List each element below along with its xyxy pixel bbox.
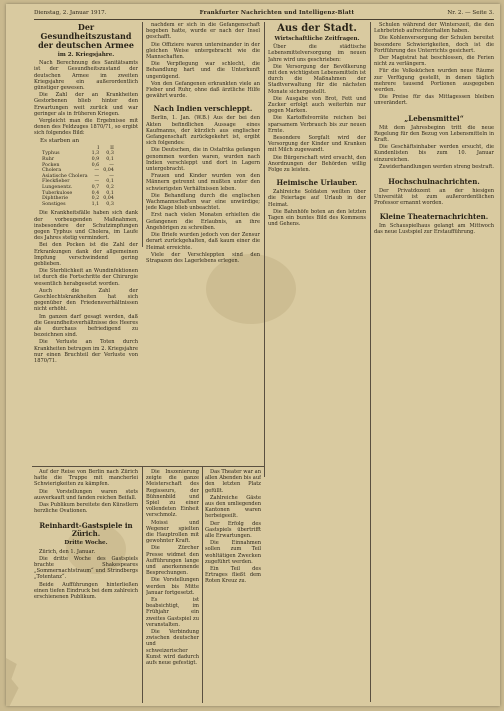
- article-reinhardt-zurich: [34, 469, 138, 703]
- table-cell: 0,3: [106, 201, 114, 207]
- paragraph: Die Ausgabe von Brot, Fett und Zucker erfolgt auch weiterhin nur gegen Marken.: [268, 95, 366, 115]
- paragraph: Frauen und Kinder wurden von den Männern getrennt und mußten unter den schwierigsten Verhältnissen leben.: [146, 173, 260, 192]
- paragraph: Der Magistrat hat beschlossen, die Ferien nicht zu verlängern.: [374, 55, 494, 68]
- paragraph: Die Bahnhöfe boten an den letzten Tagen ein buntes Bild des Kommens und Gehens.: [268, 208, 366, 228]
- paragraph: Moissi und Wegener spielten die Hauptrollen mit gewohnter Kraft.: [146, 519, 199, 545]
- torn-corner: [6, 646, 24, 706]
- table-row: [40, 202, 116, 208]
- paragraph: Ein Teil des Ertrages fließt dem Roten Kreuz zu.: [205, 566, 261, 585]
- paragraph: nachdem er sich in die Gefangenschaft begeben hatte, wurde er nach der Insel geschafft.: [146, 22, 260, 41]
- statistics-table: [40, 146, 116, 208]
- subheadline: im 2. Kriegsjahre.: [57, 52, 115, 58]
- header-masthead: Frankfurter Nachrichten und Intelligenz-Blatt: [199, 10, 355, 16]
- table-cell: 0,04: [103, 168, 114, 174]
- page-header: [34, 7, 494, 20]
- table-cell: 1,1: [91, 201, 100, 207]
- paragraph: Die Kohlenversorgung der Schulen bereitet besondere Schwierigkeiten, doch ist die Fortführung des Unterrichts gesichert.: [374, 35, 494, 54]
- paragraph: Die Offiziere waren untereinander in der gleichen Weise untergebracht wie die Mannschaften.: [146, 41, 260, 61]
- table-cell: Cholera: [42, 168, 62, 174]
- paragraph: Zürich, den 1. Januar.: [39, 548, 96, 555]
- paragraph: Nach Berechnung des Sanitätsamts ist der Gesundheitszustand der deutschen Armee im zweiten Kriegsjahre ein außerordentlich günstiger gewesen.: [34, 60, 138, 92]
- paragraph: Über die städtische Lebensmittelversorgung im neuen Jahre wird uns geschrieben:: [268, 44, 366, 63]
- column-rule: [142, 22, 143, 247]
- newspaper-page: [6, 4, 500, 706]
- table-cell: —: [94, 179, 100, 185]
- table-title: Es starben an: [40, 137, 80, 144]
- paragraph: Der Privatdozent an der hiesigen Universität ist zum außerordentlichen Professor ernannt worden.: [374, 188, 494, 207]
- header-date: Dienstag, 2. Januar 1917.: [34, 10, 107, 16]
- paragraph: Für die Volksküchen wurden neue Räume zur Verfügung gestellt, in denen täglich mehrere tausend Portionen ausgegeben werden.: [374, 68, 494, 94]
- headline: Reinhardt-Gastspiele in Zürich.: [39, 521, 133, 539]
- paragraph: Die Zahl der an Krankheiten Gestorbenen blieb hinter den Erwartungen weit zurück und war geringer als in früheren Kriegen.: [34, 92, 138, 117]
- paragraph: Bei den Pocken ist die Zahl der Erkrankungen dank der allgemeinen Impfung verschwindend gering geblieben.: [34, 242, 138, 267]
- paragraph: Die dritte Woche des Gastspiels brachte Shakespeares „Sommernachtstraum“ und Strindbergs „Totentanz“.: [34, 555, 138, 581]
- paragraph: Beide Aufführungen hinterließen einen tiefen Eindruck bei dem zahlreich erschienenen Publikum.: [34, 581, 138, 601]
- table-header-cell: II: [110, 145, 114, 151]
- paragraph: Zuwiderhandlungen werden streng bestraft.: [379, 163, 494, 170]
- column-rule: [142, 467, 143, 703]
- paragraph: Besondere Sorgfalt wird der Versorgung der Kinder und Kranken mit Milch zugewandt.: [268, 135, 366, 154]
- table-cell: Typhus: [42, 151, 60, 157]
- paragraph: Die Briefe wurden jedoch von der Zensur derart zurückgehalten, daß kaum einer die Heimat erreichte.: [146, 232, 260, 251]
- section-rule: [32, 466, 264, 467]
- paragraph: Zahlreiche Soldaten weilten über die Feiertage auf Urlaub in der Heimat.: [268, 189, 366, 208]
- table-cell: 0,7: [91, 185, 100, 190]
- paragraph: Das Publikum bereitete den Künstlern herzliche Ovationen.: [34, 502, 138, 515]
- headline: Aus der Stadt.: [277, 23, 357, 34]
- paragraph: Die Behandlung durch die englischen Wachmannschaften war eine unwürdige; jede Klage blieb unbeachtet.: [146, 192, 260, 212]
- paragraph: Die Verbindung zwischen deutscher und schweizerischer Kunst wird dadurch aufs neue gefestigt.: [146, 629, 199, 667]
- paragraph: Die Vorstellungen waren stets ausverkauft und fanden reichen Beifall.: [34, 488, 138, 501]
- table-cell: Asiatische Cholera: [42, 173, 88, 179]
- paragraph: Mit dem Jahresbeginn tritt die neue Regelung für den Bezug von Lebensmitteln in Kraft.: [374, 124, 494, 144]
- paragraph: Auf der Reise von Berlin nach Zürich hatte die Truppe mit mancherlei Schwierigkeiten zu kämpfen.: [34, 469, 138, 488]
- table-cell: 0,2: [91, 196, 100, 202]
- table-cell: 0,1: [106, 179, 114, 185]
- paragraph: Das Theater war an allen Abenden bis auf den letzten Platz gefüllt.: [205, 469, 261, 494]
- headline: Der Gesundheitszustand der deutschen Armee: [38, 22, 134, 50]
- table-cell: 0,4: [91, 190, 100, 196]
- paragraph: Berlin, 1. Jan. (W.B.) Aus der bei den Akten befindlichen Aussage eines Kaufmanns, der kürzlich aus englischer Gefangenschaft zurückgekehrt ist, ergibt sich folgendes:: [146, 115, 260, 147]
- paragraph: Die Kartoffelvorräte reichen bei sparsamem Verbrauch bis zur neuen Ernte.: [268, 115, 366, 134]
- paragraph: Die Sterblichkeit an Wundinfektionen ist durch die Fortschritte der Chirurgie wesentlich herabgesetzt worden.: [34, 268, 138, 287]
- paragraph: Die Inszenierung zeigte die ganze Meisterschaft des Regisseurs, der Bühnenbild und Spiel zu einer vollendeten Einheit verschmolz.: [146, 469, 199, 519]
- paragraph: Die Preise für das Mittagessen bleiben unverändert.: [374, 94, 494, 107]
- paragraph: Die Verpflegung war schlecht, die Behandlung hart und die Unterkunft ungenügend.: [146, 61, 260, 80]
- column-rule: [264, 22, 265, 477]
- table-cell: Diphtherie: [42, 196, 69, 202]
- table-cell: 0,3: [106, 151, 114, 157]
- table-cell: 0,04: [103, 196, 114, 202]
- paragraph: Die Einnahmen sollen zum Teil wohltätigen Zwecken zugeführt werden.: [205, 540, 261, 565]
- paragraph: Die Bürgerschaft wird ersucht, den Anordnungen der Behörden willig Folge zu leisten.: [268, 154, 366, 174]
- paragraph: Im ganzen darf gesagt werden, daß die Gesundheitsverhältnisse des Heeres als durchaus befriedigend zu bezeichnen sind.: [34, 313, 138, 339]
- paragraph: Der Erfolg des Gastspiels übertrifft alle Erwartungen.: [205, 520, 261, 540]
- paragraph: Es ist beabsichtigt, im Frühjahr ein zweites Gastspiel zu veranstalten.: [146, 597, 199, 628]
- subheadline: Wirtschaftliche Zeitfragen.: [274, 36, 360, 42]
- table-cell: Pocken: [42, 162, 60, 168]
- table-cell: 0,1: [106, 157, 114, 163]
- table-cell: 0,9: [91, 157, 100, 163]
- table-cell: Lungenentz.: [42, 185, 73, 190]
- article-city-news: [268, 22, 366, 702]
- paragraph: Die Zürcher Presse widmet den Aufführungen lange und anerkennende Besprechungen.: [146, 545, 199, 577]
- article-continuation: [146, 469, 199, 703]
- subheadline: Dritte Woche.: [64, 540, 108, 547]
- paragraph: Erst nach vielen Monaten erhielten die Gefangenen die Erlaubnis, an ihre Angehörigen zu schreiben.: [146, 212, 260, 231]
- table-cell: Fleckfieber: [42, 179, 70, 185]
- article-health-army: [34, 22, 138, 464]
- table-cell: —: [109, 162, 114, 168]
- table-header-cell: I: [97, 145, 100, 151]
- paragraph: Die Geschäftsinhaber werden ersucht, die Kundenlisten bis zum 10. Januar einzureichen.: [374, 144, 494, 163]
- paragraph: Von den Gefangenen erkrankten viele an Fieber und Ruhr, ohne daß ärztliche Hilfe gewährt wurde.: [146, 80, 260, 100]
- table-cell: —: [109, 173, 114, 179]
- table-cell: Sonstiges: [42, 201, 66, 207]
- table-cell: 0,1: [106, 190, 114, 196]
- column-rule: [370, 22, 371, 702]
- column-rule: [202, 467, 203, 703]
- headline: Kleine Theaternachrichten.: [379, 211, 489, 221]
- table-cell: 0,6: [91, 162, 100, 168]
- table-cell: —: [94, 173, 100, 179]
- paragraph: Die Verluste an Toten durch Krankheiten betrugen im 2. Kriegsjahre nur einen Bruchteil der Verluste von 1870/71.: [34, 339, 138, 365]
- paragraph: Vergleicht man die Ergebnisse mit denen des Feldzuges 1870/71, so ergibt sich folgendes Bild:: [34, 118, 138, 137]
- paragraph: Im Schauspielhaus gelangt am Mittwoch das neue Lustspiel zur Erstaufführung.: [374, 222, 494, 235]
- headline: Hochschulnachrichten.: [388, 177, 480, 187]
- paragraph: Die Versorgung der Bevölkerung mit den wichtigsten Lebensmitteln ist durch die Maßnahmen der Stadtverwaltung für die nächsten Monate sichergestellt.: [268, 63, 366, 95]
- paragraph: Die Krankheitsfälle haben sich dank der vorbeugenden Maßnahmen, insbesondere der Schutzimpfungen gegen Typhus und Cholera, im Laufe des Jahres stetig vermindert.: [34, 210, 138, 242]
- paragraph: Schulen während der Winterszeit, die den Lehrbetrieb aufrechterhalten haben.: [374, 22, 494, 35]
- table-cell: 0,2: [106, 185, 114, 190]
- article-right-column: [374, 22, 494, 702]
- paragraph: Zahlreiche Gäste aus den umliegenden Kantonen waren herbeigeeilt.: [205, 494, 261, 520]
- header-page-number: Nr. 2. — Seite 3.: [447, 10, 494, 16]
- headline: Heimische Urlauber.: [276, 178, 358, 188]
- paragraph: Viele der Verschleppten sind den Strapazen des Lagerlebens erlegen.: [146, 251, 260, 264]
- headline: Nach Indien verschleppt.: [153, 104, 253, 114]
- table-cell: 1,3: [91, 151, 100, 157]
- table-cell: Ruhr: [42, 157, 55, 163]
- paragraph: Die Deutschen, die in Ostafrika gefangen genommen worden waren, wurden nach Indien verschleppt und dort in Lagern untergebracht.: [146, 147, 260, 173]
- paragraph: Die Vorstellungen werden bis Mitte Januar fortgesetzt.: [146, 577, 199, 596]
- table-cell: —: [94, 168, 100, 174]
- paragraph: Auch die Zahl der Geschlechtskrankheiten hat sich gegenüber den Friedensverhältnissen nicht erhöht.: [34, 287, 138, 313]
- headline: „Lebensmittel“: [404, 113, 464, 123]
- table-cell: Tuberkulose: [42, 190, 73, 196]
- article-india-deportation: [146, 22, 260, 464]
- article-continuation: [205, 469, 261, 703]
